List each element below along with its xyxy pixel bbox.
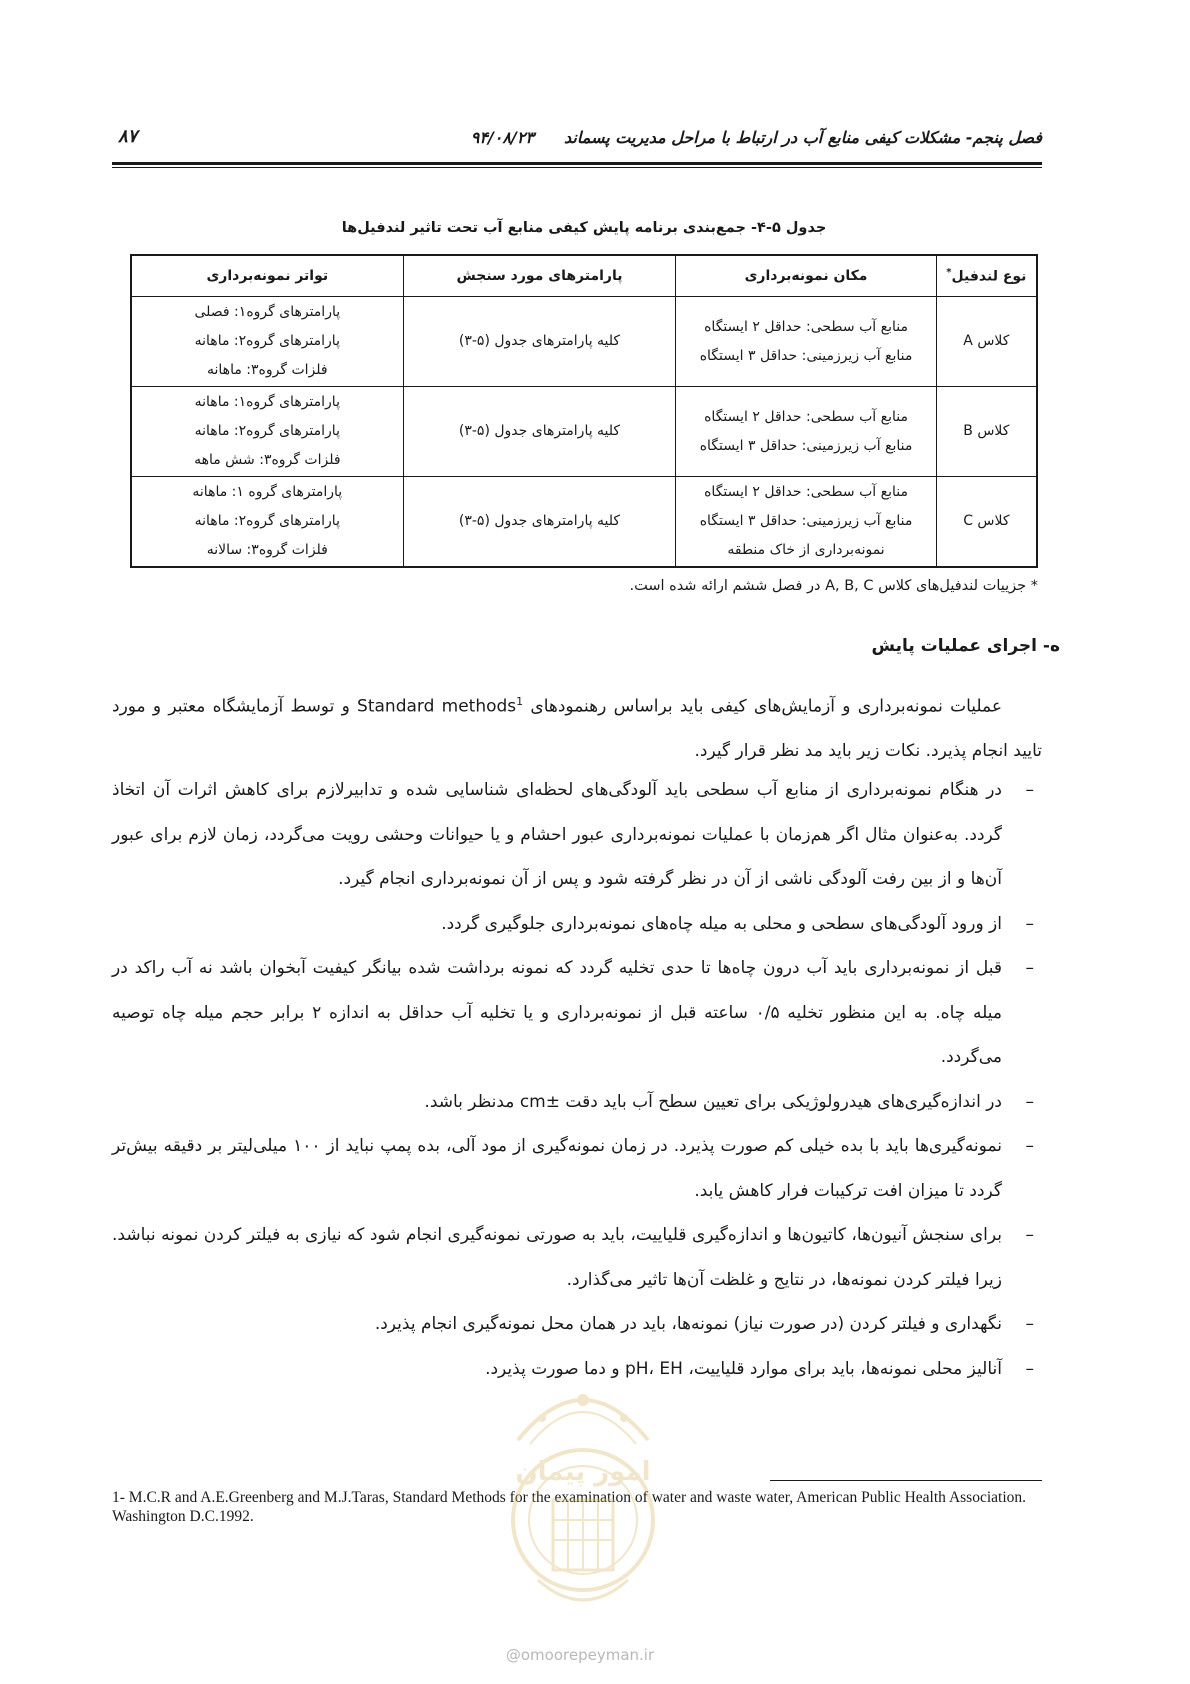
header-date: ۹۴/۰۸/۲۳ [470,128,534,147]
header-landfill-type: نوع لندفیل* [936,255,1037,297]
guideline-list [112,768,1042,1391]
bullet-dash: – [1025,958,1034,978]
list-item: – در اندازه‌گیری‌های هیدرولوژیکی برای تعیین سطح آب باید دقت ±cm مدنظر باشد. [112,1080,1042,1125]
list-item: – از ورود آلودگی‌های سطحی و محلی به میله چاه‌های نمونه‌برداری جلوگیری گردد. [112,902,1042,947]
intro-paragraph: عملیات نمونه‌برداری و آزمایش‌های کیفی باید براساس رهنمودهای Standard methods$^1$ و توسط آزمایشگاه معتبر و مورد تایید انجام پذیرد. نکات زیر باید مد نظر قرار گیرد. [112,695,1042,762]
cell-frequency: پارامترهای گروه۱: ماهانه پارامترهای گروه۲: ماهانه فلزات گروه۳: شش ماهه [131,387,403,477]
list-item: – قبل از نمونه‌برداری باید آب درون چاه‌ها تا حدی تخلیه گردد که نمونه برداشت شده بیانگر کیفیت آبخوان باشد نه آب راکد در میله چاه. به این منظور تخلیه ۰/۵ ساعته قبل از نمونه‌برداری و یا تخلیه آب حداقل به اندازه ۲ برابر حجم میله چاه توصیه می‌گردد. [112,946,1042,1080]
footnote-rule [770,1480,1042,1481]
list-item: – نمونه‌گیری‌ها باید با بده خیلی کم صورت پذیرد. در زمان نمونه‌گیری از مود آلی، بده پمپ نباید از ۱۰۰ میلی‌لیتر بر دقیقه بیش‌تر گردد تا میزان افت ترکیبات فرار کاهش یابد. [112,1124,1042,1213]
cell-sampling-location: منابع آب سطحی: حداقل ۲ ایستگاه منابع آب زیرزمینی: حداقل ۳ ایستگاه [676,387,936,477]
header-parameters: پارامترهای مورد سنجش [403,255,676,297]
chapter-title: فصل پنجم- مشکلات کیفی منابع آب در ارتباط با مراحل مدیریت پسماند [564,128,1042,147]
bullet-dash: – [1025,913,1034,934]
seal-text: امور پیمان [515,1457,651,1487]
header-rule-thin [112,167,1042,168]
bullet-dash: – [1025,1136,1034,1156]
cell-sampling-location: منابع آب سطحی: حداقل ۲ ایستگاه منابع آب زیرزمینی: حداقل ۳ ایستگاه [676,297,936,387]
watermark-site: @omoorepeyman.ir [505,1646,655,1664]
cell-landfill-type: کلاس C [936,477,1037,568]
monitoring-table [130,254,1038,568]
table-header-row [131,255,1037,297]
list-item: – در هنگام نمونه‌برداری از منابع آب سطحی باید آلودگی‌های لحظه‌ای شناسایی شده و تدابیرلازم برای کاهش اثرات آن اتخاذ گردد. به‌عنوان مثال اگر هم‌زمان با عملیات نمونه‌برداری عبور احشام و یا حیوانات وحشی رویت می‌گردد، زمان لازم برای عبور آن‌ها و از بین رفت آلودگی ناشی از آن در نظر گرفته شود و پس از آن نمونه‌برداری انجام گیرد. [112,768,1042,902]
running-header [112,124,1042,158]
cell-sampling-location: منابع آب سطحی: حداقل ۲ ایستگاه منابع آب زیرزمینی: حداقل ۳ ایستگاه نمونه‌برداری از خاک منطقه [676,477,936,568]
bullet-dash: – [1025,1225,1034,1245]
cell-landfill-type: کلاس A [936,297,1037,387]
section-heading: ه- اجرای عملیات پایش [871,636,1060,656]
table-note: * جزییات لندفیل‌های کلاس A, B, C در فصل ششم ارائه شده است. [629,578,1038,594]
cell-parameters: کلیه پارامترهای جدول (۵-۳) [403,387,676,477]
bullet-dash: – [1025,780,1034,800]
bullet-dash: – [1025,1358,1034,1379]
table-row [131,477,1037,568]
list-item: – نگهداری و فیلتر کردن (در صورت نیاز) نمونه‌ها، باید در همان محل نمونه‌گیری انجام پذیرد. [112,1302,1042,1347]
footnote: 1- M.C.R and A.E.Greenberg and M.J.Taras, Standard Methods for the examination of water and waste water, American Public Health Association. Washington D.C.1992. [112,1489,1027,1525]
cell-parameters: کلیه پارامترهای جدول (۵-۳) [403,297,676,387]
table-row [131,387,1037,477]
table-row [131,297,1037,387]
header-frequency: تواتر نمونه‌برداری [131,255,403,297]
footnote-reference: 1 [516,695,524,708]
cell-landfill-type: کلاس B [936,387,1037,477]
header-sampling-location: مکان نمونه‌برداری [676,255,936,297]
logo-seal-icon [478,1370,688,1620]
list-item: – آنالیز محلی نمونه‌ها، باید برای موارد قلیاییت، pH، EH و دما صورت پذیرد. [112,1347,1042,1392]
page-number: ۸۷ [118,126,138,147]
header-rule [112,162,1042,165]
table-caption: جدول ۵-۴- جمع‌بندی برنامه پایش کیفی منابع آب تحت تاثیر لندفیل‌ها [341,220,827,236]
list-item: – برای سنجش آنیون‌ها، کاتیون‌ها و اندازه‌گیری قلیاییت، باید به صورتی نمونه‌گیری انجام شود که نیازی به فیلتر کردن نمونه نباشد. زیرا فیلتر کردن نمونه‌ها، در نتایج و غلظت آن‌ها تاثیر می‌گذارد. [112,1213,1042,1302]
cell-frequency: پارامترهای گروه۱: فصلی پارامترهای گروه۲: ماهانه فلزات گروه۳: ماهانه [131,297,403,387]
cell-frequency: پارامترهای گروه ۱: ماهانه پارامترهای گروه۲: ماهانه فلزات گروه۳: سالانه [131,477,403,568]
bullet-dash: – [1025,1091,1034,1112]
bullet-dash: – [1025,1314,1034,1334]
cell-parameters: کلیه پارامترهای جدول (۵-۳) [403,477,676,568]
